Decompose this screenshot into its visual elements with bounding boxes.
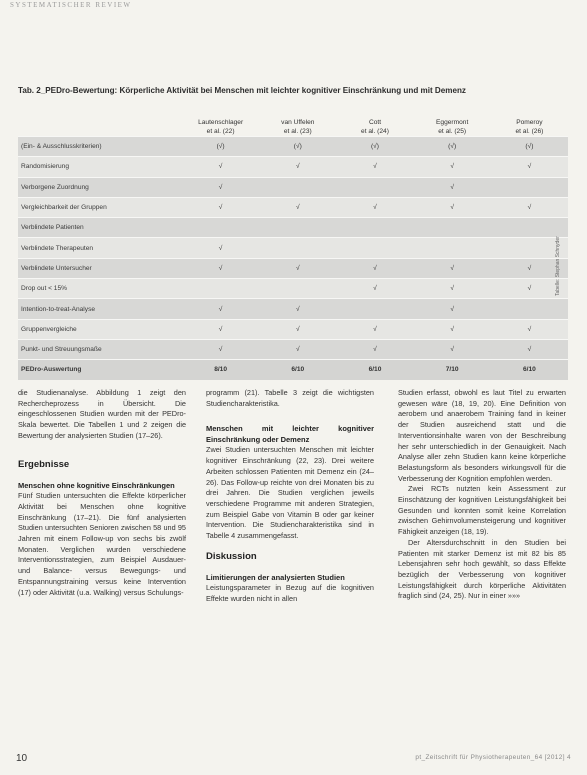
paragraph: Zwei Studien untersuchten Menschen mit leichter kognitiver Einschränkung (22, 23). Drei weitere Arbeiten schlossen Patienten mit Demenz ein (24–26). Das Follow-up reichte von drei Monaten bis zu drei Jahren. Die Studien verglichen jeweils verschiedene Programme mit anderen Strategien, zum Beispiel Gabe von Vitamin B oder gar keiner Intervention. Die Studiencharakteristika sind in Tabelle 4 zusammengefasst.: [206, 445, 374, 541]
score-cell: √: [336, 339, 413, 359]
row-label: Gruppenvergleiche: [18, 319, 182, 339]
header-empty: [18, 106, 182, 137]
score-cell: √: [182, 177, 259, 197]
score-cell: √: [259, 339, 336, 359]
score-cell: [336, 218, 413, 238]
row-label: Intention-to-treat-Analyse: [18, 299, 182, 319]
table-row: [18, 197, 568, 217]
table-row: [18, 218, 568, 238]
score-cell: √: [182, 197, 259, 217]
score-cell: [491, 299, 568, 319]
running-head: SYSTEMATISCHER REVIEW: [10, 1, 132, 9]
score-cell: 6/10: [491, 360, 568, 380]
score-cell: √: [182, 339, 259, 359]
row-label: Vergleichbarkeit der Gruppen: [18, 197, 182, 217]
pedro-table: [18, 106, 568, 380]
row-label: Verblindete Untersucher: [18, 258, 182, 278]
table-title: Tab. 2_PEDro-Bewertung: Körperliche Aktivität bei Menschen mit leichter kognitiver Einschränkung und mit Demenz: [18, 86, 466, 95]
score-cell: √: [491, 279, 568, 299]
score-cell: √: [336, 197, 413, 217]
score-cell: √: [491, 197, 568, 217]
paragraph: programm (21). Tabelle 3 zeigt die wichtigsten Studiencharakteristika.: [206, 388, 374, 408]
journal-footer: pt_Zeitschrift für Physiotherapeuten_64 [2012] 4: [415, 754, 571, 761]
score-cell: [414, 238, 491, 258]
header-study: [491, 106, 568, 137]
table-row: [18, 299, 568, 319]
table-row: [18, 360, 568, 380]
score-cell: √: [491, 339, 568, 359]
score-cell: √: [182, 258, 259, 278]
score-cell: 7/10: [414, 360, 491, 380]
study-author: Pomeroy: [516, 119, 543, 126]
score-cell: √: [414, 279, 491, 299]
score-cell: √: [182, 238, 259, 258]
header-study: [414, 106, 491, 137]
score-cell: (√): [491, 137, 568, 157]
row-label: Punkt- und Streuungsmaße: [18, 339, 182, 359]
score-cell: [259, 218, 336, 238]
row-label: Verborgene Zuordnung: [18, 177, 182, 197]
section-heading: Ergebnisse: [18, 458, 70, 470]
study-ref: et al. (25): [438, 128, 467, 135]
score-cell: √: [336, 279, 413, 299]
row-label: Verblindete Therapeuten: [18, 238, 182, 258]
score-cell: [491, 177, 568, 197]
text-column-3: [398, 388, 566, 602]
row-label: Verblindete Patienten: [18, 218, 182, 238]
table-row: [18, 157, 568, 177]
score-cell: √: [414, 258, 491, 278]
score-cell: √: [336, 258, 413, 278]
score-cell: (√): [259, 137, 336, 157]
table-header-row: [18, 106, 568, 137]
study-ref: et al. (26): [515, 128, 544, 135]
score-cell: [336, 299, 413, 319]
section-heading: Diskussion: [206, 550, 257, 562]
score-cell: √: [414, 319, 491, 339]
table-row: [18, 137, 568, 157]
score-cell: √: [182, 157, 259, 177]
table-row: [18, 339, 568, 359]
paragraph: Leistungsparameter in Bezug auf die kognitiven Effekte wurden nicht in allen: [206, 583, 374, 604]
paragraph: die Studienanalyse. Abbildung 1 zeigt den Rechercheprozess in Übersicht. Die eingeschlossenen Studien wurden mit der PEDro-Skala bewertet. Die Tabellen 1 und 2 zeigen die Bewertung der analysierten Studien (17–26).: [18, 388, 186, 440]
score-cell: √: [259, 319, 336, 339]
study-ref: et al. (23): [283, 128, 312, 135]
score-cell: √: [182, 299, 259, 319]
score-cell: [491, 218, 568, 238]
paragraph: Der Altersdurchschnitt in den Studien bei Patienten mit starker Demenz ist mit 82 bis 85 Lebensjahren sehr hoch gewählt, so dass Effekte bezüglich der Verbesserung von kognitiver Leistungsfähigkeit durch körperliche Aktivitäten fraglich sind (24, 25). Nur in einer »»»: [398, 537, 566, 601]
study-ref: et al. (22): [206, 128, 235, 135]
row-label: (Ein- & Ausschlusskriterien): [18, 137, 182, 157]
score-cell: 6/10: [259, 360, 336, 380]
header-study: [259, 106, 336, 137]
paragraph: Zwei RCTs nutzten kein Assessment zur Einschätzung der kognitiven Leistungsfähigkeit bei Gesunden und konnten somit keine Korrelation zwischen Gehirnvolumensteigerung und kognitiver Fähigkeit anzeigen (18, 19).: [398, 484, 566, 537]
score-cell: [259, 177, 336, 197]
study-author: Lautenschlager: [198, 119, 244, 126]
score-cell: [182, 279, 259, 299]
header-study: [182, 106, 259, 137]
paragraph: Studien erfasst, obwohl es laut Titel zu erwarten gewesen wäre (18, 19, 20). Eine Definition von aerobem und anaerobem Training fand in keiner der Studien ausreichend statt und die Interventionsinhalte waren von der Beschreibung her sehr unterschiedlich in der Genauigkeit. Nach Analyse aller zehn Studien kann keine körperliche Belastungsform als besonders wirkungsvoll für die Verbesserung der Kognition empfohlen werden.: [398, 388, 566, 483]
row-label: PEDro-Auswertung: [18, 360, 182, 380]
table-row: [18, 238, 568, 258]
score-cell: √: [259, 258, 336, 278]
score-cell: (√): [336, 137, 413, 157]
score-cell: √: [414, 299, 491, 319]
study-author: Cott: [368, 119, 382, 126]
score-cell: [336, 177, 413, 197]
score-cell: √: [259, 299, 336, 319]
paragraph: Fünf Studien untersuchten die Effekte körperlicher Aktivität bei Menschen ohne kognitive Einschränkung (17–21). Die fünf analysierten Studien untersuchten Senioren zwischen 58 und 95 Jahren mit einem Follow-up von sechs bis zwölf Monaten. Verglichen wurden verschiedene Interventionsstrategien, zum Beispiel Ausdauer- und Balance- versus Bewegungs- und Entspannungstraining versus keine Intervention (17) oder Aktivität (u.a. Walking) versus Schulungs-: [18, 491, 186, 597]
score-cell: √: [259, 197, 336, 217]
study-ref: et al. (24): [361, 128, 389, 135]
study-author: Eggermont: [436, 119, 469, 126]
score-cell: √: [336, 319, 413, 339]
text-column-1: [18, 388, 186, 598]
score-cell: √: [182, 319, 259, 339]
side-credit: Tabelle: Stephan Schnyder: [555, 236, 561, 296]
score-cell: 8/10: [182, 360, 259, 380]
score-cell: [259, 238, 336, 258]
score-cell: √: [336, 157, 413, 177]
score-cell: √: [414, 157, 491, 177]
score-cell: √: [414, 177, 491, 197]
score-cell: 6/10: [336, 360, 413, 380]
table-row: [18, 279, 568, 299]
score-cell: √: [491, 258, 568, 278]
score-cell: [336, 238, 413, 258]
subheading: Menschen mit leichter kognitiver Einschränkung oder Demenz: [206, 424, 374, 445]
table-row: [18, 177, 568, 197]
header-study: [336, 106, 413, 137]
score-cell: √: [491, 319, 568, 339]
subheading: Menschen ohne kognitive Einschränkungen: [18, 481, 175, 491]
subheading: Limitierungen der analysierten Studien: [206, 573, 345, 583]
row-label: Drop out < 15%: [18, 279, 182, 299]
score-cell: √: [491, 157, 568, 177]
score-cell: [259, 279, 336, 299]
text-column-2: [206, 388, 374, 605]
study-author: van Uffelen: [281, 119, 315, 126]
score-cell: √: [414, 197, 491, 217]
score-cell: (√): [414, 137, 491, 157]
table-row: [18, 319, 568, 339]
score-cell: [414, 218, 491, 238]
score-cell: [182, 218, 259, 238]
score-cell: √: [259, 157, 336, 177]
row-label: Randomisierung: [18, 157, 182, 177]
page-number: 10: [16, 753, 28, 764]
score-cell: √: [414, 339, 491, 359]
score-cell: (√): [182, 137, 259, 157]
table-row: [18, 258, 568, 278]
